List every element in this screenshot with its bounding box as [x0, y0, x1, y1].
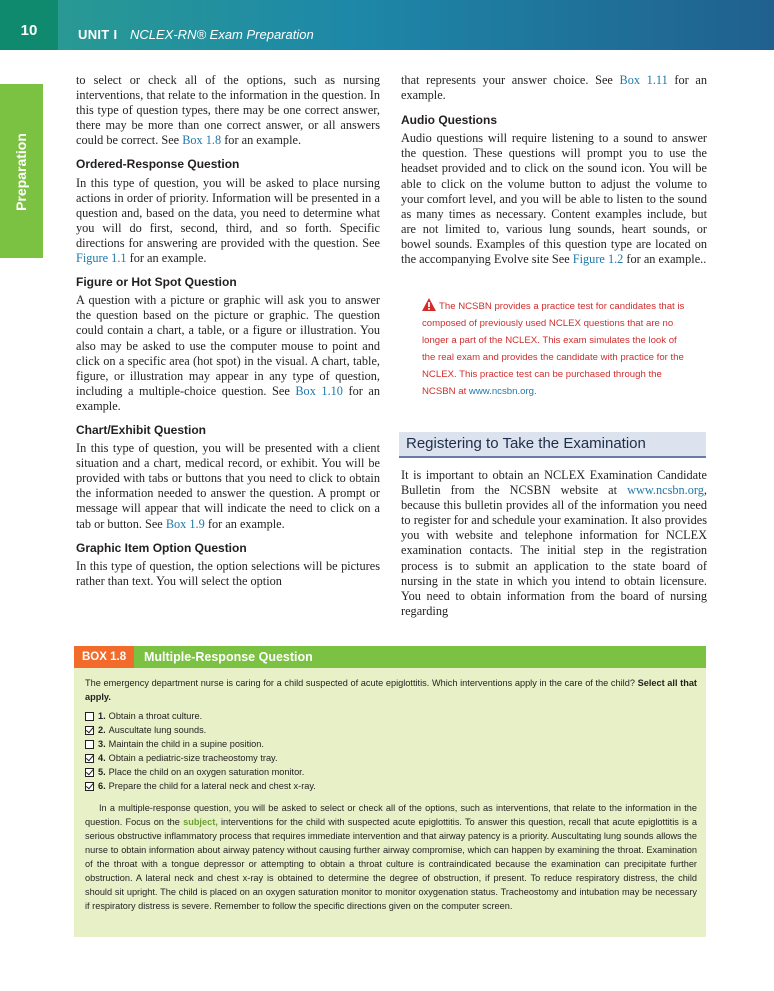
- page-number: 10: [0, 0, 58, 50]
- left-column: [76, 73, 380, 589]
- box-link[interactable]: Box 1.8: [182, 133, 222, 148]
- paragraph: A question with a picture or graphic will ask you to answer the question based on the picture or graphic. The question could contain a chart, a table, or a figure or illustration. You also may be asked to use the computer mouse to point and click on a specific area (hot spot) in the visual. A chart, table, figure, or illustration may appear in any type of question, including a multiple-choice question. See Box 1.10 for an example.: [76, 293, 380, 413]
- section-heading: Figure or Hot Spot Question: [76, 275, 237, 290]
- box-link[interactable]: Box 1.11: [619, 73, 668, 87]
- checkbox[interactable]: [85, 712, 94, 721]
- side-tab: [0, 84, 43, 258]
- question-stem: The emergency department nurse is caring for a child suspected of acute epiglottitis. Which interventions apply in the care of the child? Select all that apply.: [85, 678, 697, 702]
- paragraph: It is important to obtain an NCLEX Examination Candidate Bulletin from the NCSBN website at www.ncsbn.org, because this bulletin provides all of the information you need to register for and schedule your examination. It also provides you with website and telephone information for NCLEX examination contacts. The initial step in the registration process is to submit an application to the state board of nursing in the state in which you intend to obtain licensure. You need to obtain information from the board of nursing regarding: [401, 468, 707, 618]
- option-item: 6. Prepare the child for a lateral neck and chest x-ray.: [85, 779, 697, 793]
- option-item: 2. Auscultate lung sounds.: [85, 723, 697, 737]
- option-item: 3. Maintain the child in a supine position.: [85, 737, 697, 751]
- registration-text: [401, 468, 707, 619]
- box-header: [74, 646, 706, 668]
- checkbox[interactable]: [85, 740, 94, 749]
- section-heading: Ordered-Response Question: [76, 157, 240, 172]
- figure-link[interactable]: Figure 1.2: [572, 252, 624, 267]
- paragraph: In this type of question, you will be presented with a client situation and a chart, medical record, or exhibit. You will be provided with tabs or buttons that you need to click to obtain the information needed to answer the question. A prompt or message will appear that will indicate the need to click on a tab or button. See Box 1.9 for an example.: [76, 441, 380, 531]
- unit-label: UNIT I: [78, 27, 118, 42]
- checkbox-checked[interactable]: [85, 782, 94, 791]
- section-heading: Audio Questions: [401, 113, 497, 128]
- section-header: [399, 432, 706, 458]
- figure-link[interactable]: Figure 1.1: [76, 251, 127, 266]
- checkbox-checked[interactable]: [85, 768, 94, 777]
- page-header: [0, 0, 774, 50]
- box-title: Multiple-Response Question: [144, 650, 313, 664]
- option-item: 1. Obtain a throat culture.: [85, 709, 697, 723]
- option-item: 4. Obtain a pediatric-size tracheostomy tray.: [85, 751, 697, 765]
- box-body: [85, 676, 697, 913]
- ncsbn-link[interactable]: www.ncsbn.org: [627, 483, 704, 498]
- explanation: In a multiple-response question, you will be asked to select or check all of the options, such as interventions, that relate to the information in the question. Focus on the subject, interventions for the child with suspected acute epiglottitis. To answer this question, recall that acute epiglottitis is a serious obstructive inflammatory process that requires immediate intervention and that airway patency is a priority. Auscultating lung sounds allows the nurse to obtain information about airway patency without causing further airway compromise, which can happen by examining the throat. Examination of the throat with a tongue depressor or attempting to obtain a throat culture is contraindicated because the examination can precipitate further obstruction. A lateral neck and chest x-ray is obtained to determine the degree of obstruction, if present. To reduce respiratory distress, the child should sit upright. The child is placed on an oxygen saturation monitor to monitor oxygenation status. Tracheostomy and intubation may be necessary if respiratory distress is severe. Remember to follow the specific directions given on the computer screen.: [85, 803, 698, 911]
- paragraph: In this type of question, the option selections will be pictures rather than text. You will select the option: [76, 558, 380, 588]
- warning-icon: [422, 298, 436, 311]
- section-heading: Graphic Item Option Question: [76, 540, 247, 555]
- paragraph: to select or check all of the options, such as nursing interventions, that relate to the information in the question. In this type of question types, there may be one correct answer, there may be more than one correct answer, or all answers could be correct. See Box 1.8 for an example.: [76, 73, 380, 148]
- unit-title: NCLEX-RN® Exam Preparation: [130, 27, 314, 42]
- section-heading: Chart/Exhibit Question: [76, 422, 207, 437]
- box-link[interactable]: Box 1.9: [165, 516, 205, 531]
- box-link[interactable]: Box 1.10: [295, 383, 343, 398]
- box-number: BOX 1.8: [74, 646, 134, 668]
- checkbox-checked[interactable]: [85, 726, 94, 735]
- option-item: 5. Place the child on an oxygen saturation monitor.: [85, 765, 697, 779]
- checkbox-checked[interactable]: [85, 754, 94, 763]
- section-header-title: Registering to Take the Examination: [406, 435, 646, 452]
- paragraph: that represents your answer choice. See Box 1.11 for an example.: [401, 73, 708, 103]
- paragraph: In this type of question, you will be asked to place nursing actions in order of priority. Information will be presented in a question and, based on the data, you need to determine what you will do first, second, third, and so forth. Specific directions for answering are provided with the question. See Figure 1.1 for an example.: [76, 175, 380, 266]
- paragraph: Audio questions will require listening to a sound to answer the question. These questions will prompt you to use the headset provided and to click on the sound icon. You will be able to click on the volume button to adjust the volume to your comfort level, and you will be able to listen to the sound as many times as necessary. Content examples include, but are not limited to, various lung sounds, heart sounds, or bowel sounds. Examples of this question type are located on the accompanying Evolve site See Figure 1.2 for an example..: [401, 131, 707, 267]
- warning-note: The NCSBN provides a practice test for candidates that is composed of previously used NCLEX questions that are no longer a part of the NCLEX. This exam simulates the look of the real exam and provides the candidate with practice for the NCLEX. This practice test can be purchased through the NCSBN at www.ncsbn.org.: [422, 298, 690, 400]
- ncsbn-link[interactable]: www.ncsbn.org: [468, 386, 534, 397]
- example-box: [74, 646, 706, 937]
- right-column: [401, 73, 707, 267]
- side-tab-label: Preparation: [13, 133, 29, 211]
- options-list: [85, 709, 697, 793]
